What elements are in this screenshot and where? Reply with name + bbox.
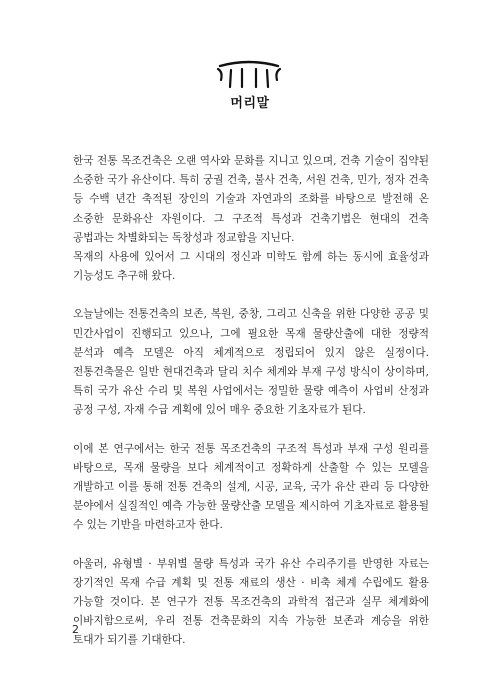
paragraph: 아울러, 유형별 · 부위별 물량 특성과 국가 유산 수리주기를 반영한 자료는 장기적인 목재 수급 계획 및 전통 재료의 생산 · 비축 체계 수립에도 활용 가능할 것이다. 본 연구가 전통 목조건축의 과학적 접근과 실무 체계화에 이바지함으로써, 우리 전통 건축문화의 지속 가능한 보존과 계승을 위한 토대가 되기를 기대한다. — [73, 557, 429, 647]
hanok-roof-icon — [216, 60, 282, 90]
paragraph: 목재의 사용에 있어서 그 시대의 정신과 미학도 함께 하는 동시에 효율성과 기능성도 추구해 왔다. — [73, 251, 429, 283]
page-title: 머리말 — [230, 96, 270, 111]
preface-body — [73, 152, 429, 651]
paragraph: 한국 전통 목조건축은 오랜 역사와 문화를 지니고 있으며, 건축 기술이 집약된 소중한 국가 유산이다. 특히 궁궐 건축, 불사 건축, 서원 건축, 민가, 정자 건축 등 수백 년간 축적된 장인의 기술과 자연과의 조화를 바탕으로 발전해 온 소중한 문화유산 자원이다. 그 구조적 특성과 건축기법은 현대의 건축 공법과는 차별화되는 독창성과 정교함을 지닌다. — [73, 155, 429, 244]
page-number: 2 — [72, 623, 79, 636]
paragraph: 이에 본 연구에서는 한국 전통 목조건축의 구조적 특성과 부재 구성 원리를 바탕으로, 목재 물량을 보다 체계적이고 정확하게 산출할 수 있는 모델을 개발하고 이를 통해 전통 건축의 설계, 시공, 교육, 국가 유산 관리 등 다양한 분야에서 실질적인 예측 가능한 물량산출 모델을 제시하여 기초자료로 활용될 수 있는 기반을 마련하고자 한다. — [73, 442, 429, 532]
paragraph: 오늘날에는 전통건축의 보존, 복원, 중창, 그리고 신축을 위한 다양한 공공 및 민간사업이 진행되고 있으나, 그에 필요한 목재 물량산출에 대한 정량적 분석과 예측 모델은 아직 체계적으로 정립되어 있지 않은 실정이다. 전통건축물은 일반 현대건축과 달리 치수 체계와 부재 구성 방식이 상이하며, 특히 국가 유산 수리 및 복원 사업에서는 정밀한 물량 예측이 사업비 산정과 공정 구성, 자재 수급 계획에 있어 매우 중요한 기초자료가 된다. — [73, 308, 429, 417]
